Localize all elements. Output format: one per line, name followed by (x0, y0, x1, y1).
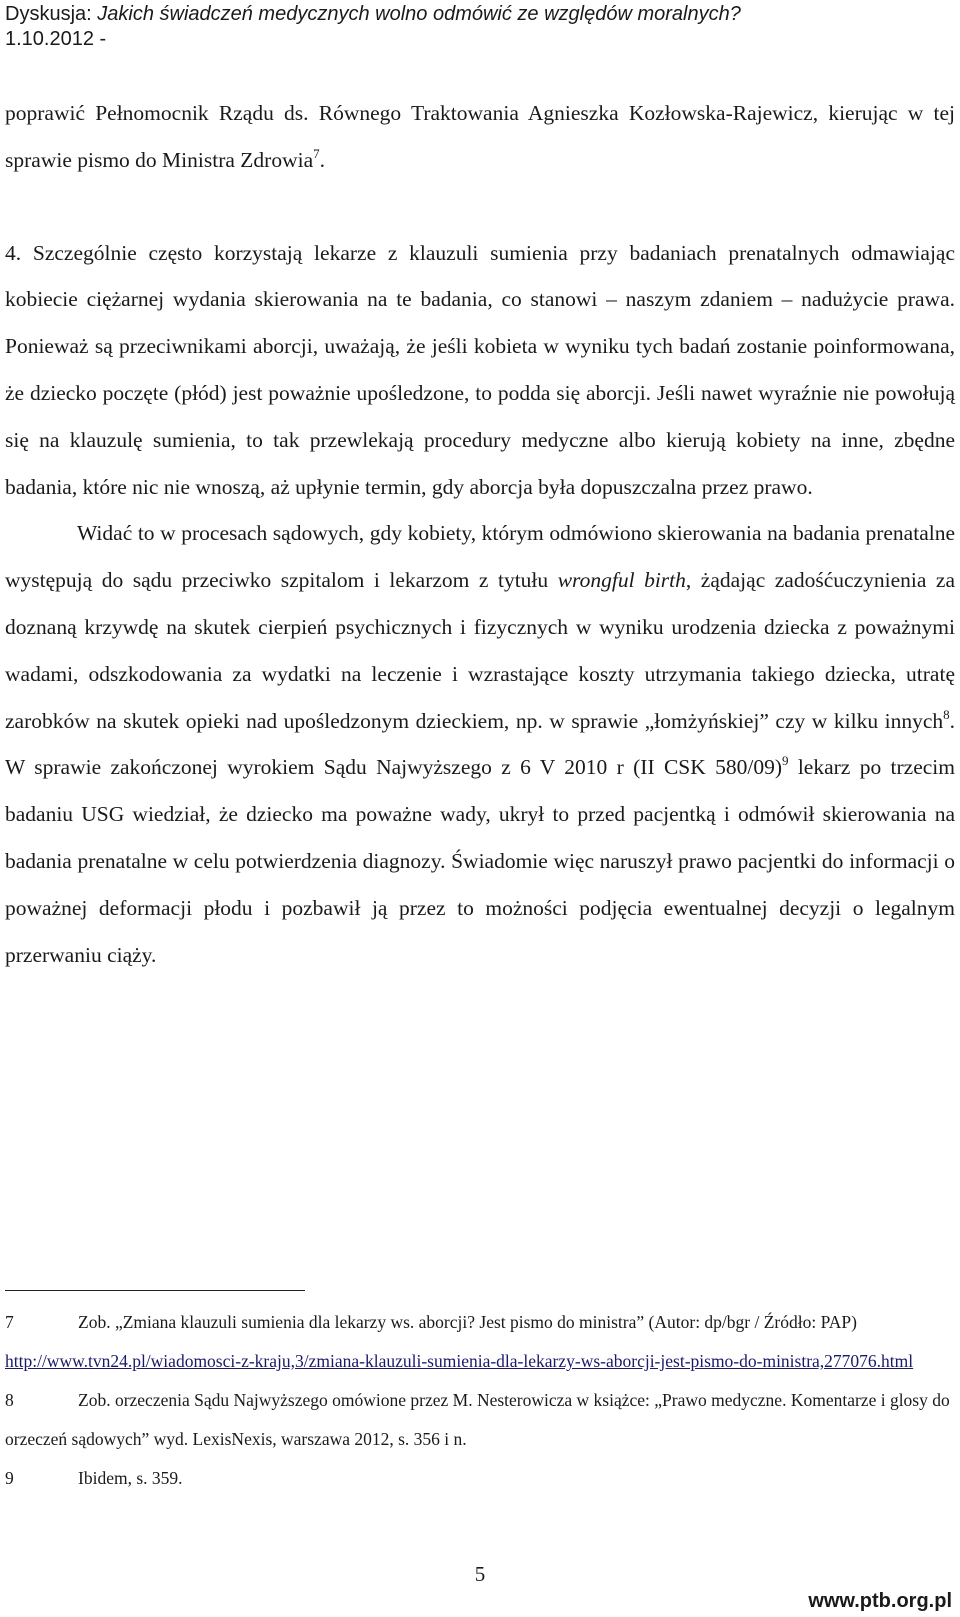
header-date: 1.10.2012 - (5, 28, 107, 50)
site-url[interactable]: www.ptb.org.pl (808, 1590, 952, 1612)
paragraph-3-part-a: Widać to w procesach sądowych, gdy kobiety, którym odmówiono skierowania na badania prenatalne występują do sądu przeciwko szpitalom i lekarzom z tytułu (5, 521, 955, 593)
paragraph-1 (5, 90, 955, 184)
paragraph-1-end: . (319, 147, 325, 172)
footnote-9 (5, 1459, 950, 1498)
header-title: Jakich świadczeń medycznych wolno odmówić ze względów moralnych? (97, 3, 741, 25)
footnote-8-number: 8 (5, 1390, 14, 1410)
paragraph-3 (5, 510, 955, 978)
footnote-7 (5, 1303, 950, 1381)
footnote-9-number: 9 (5, 1468, 14, 1488)
footnote-7-text: Zob. „Zmiana klauzuli sumienia dla lekarzy ws. aborcji? Jest pismo do ministra” (Autor: dp/bgr / Źródło: PAP) (78, 1312, 857, 1332)
footnote-divider (5, 1290, 305, 1291)
paragraph-3-part-c: . W sprawie zakończonej wyrokiem Sądu Najwyższego z 6 V 2010 r (II CSK 580/09) (5, 708, 955, 780)
paragraph-3-part-b: , żądając zadośćuczynienia za doznaną krzywdę na skutek cierpień psychicznych i fizycznych w wyniku urodzenia dziecka z poważnymi wadami, odszkodowania za wydatki na leczenie i wzrastające koszty utrzymania takiego dziecka, utratę zarobków na skutek opieki nad upośledzonym dzieckiem, np. w sprawie „łomżyńskiej” czy w kilku innych (5, 568, 955, 733)
page-number: 5 (474, 1562, 486, 1586)
footnote-9-text: Ibidem, s. 359. (78, 1468, 183, 1488)
footnote-ref-9[interactable]: 9 (782, 753, 789, 769)
page-header (5, 2, 945, 52)
document-body (5, 90, 955, 978)
footnote-8-text: Zob. orzeczenia Sądu Najwyższego omówione przez M. Nesterowicza w książce: „Prawo medyczne. Komentarze i glosy do orzeczeń sądowych” wyd. LexisNexis, warszawa 2012, s. 356 i n. (5, 1390, 950, 1449)
footnote-7-number: 7 (5, 1312, 14, 1332)
footnote-7-link[interactable]: http://www.tvn24.pl/wiadomosci-z-kraju,3/zmiana-klauzuli-sumienia-dla-lekarzy-ws-aborcji-jest-pismo-do-ministra,277076.html (5, 1351, 914, 1371)
paragraph-2: 4. Szczególnie często korzystają lekarze z klauzuli sumienia przy badaniach prenatalnych odmawiając kobiecie ciężarnej wydania skierowania na te badania, co stanowi – naszym zdaniem – nadużycie prawa. Ponieważ są przeciwnikami aborcji, uważają, że jeśli kobieta w wyniku tych badań zostanie poinformowana, że dziecko poczęte (płód) jest poważnie upośledzone, to podda się aborcji. Jeśli nawet wyraźnie nie powołują się na klauzulę sumienia, to tak przewlekają procedury medyczne albo kierują kobiety na inne, zbędne badania, które nic nie wnoszą, aż upłynie termin, gdy aborcja była dopuszczalna przez prawo. (5, 240, 955, 499)
footnote-ref-8[interactable]: 8 (943, 706, 950, 722)
footnotes (5, 1303, 950, 1498)
footnote-8 (5, 1381, 950, 1459)
paragraph-3-italic: wrongful birth (557, 568, 686, 593)
paragraph-1-text: poprawić Pełnomocnik Rządu ds. Równego Traktowania Agnieszka Kozłowska-Rajewicz, kierując w tej sprawie pismo do Ministra Zdrowia (5, 101, 955, 172)
header-prefix: Dyskusja: (5, 3, 98, 25)
footnote-ref-7[interactable]: 7 (313, 145, 320, 161)
paragraph-3-part-d: lekarz po trzecim badaniu USG wiedział, że dziecko ma poważne wady, ukrył to przed pacjentką i odmówił skierowania na badania prenatalne w celu potwierdzenia diagnozy. Świadomie więc naruszył prawo pacjentki do informacji o poważnej deformacji płodu i pozbawił ją przez to możności podjęcia ewentualnej decyzji o legalnym przerwaniu ciąży. (5, 755, 955, 967)
